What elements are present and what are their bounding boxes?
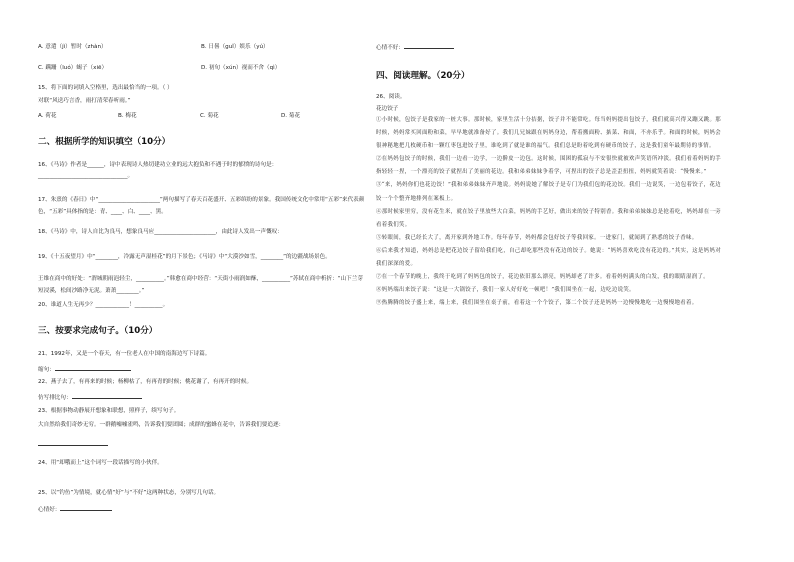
passage-body	[376, 114, 721, 310]
q15-option-d: D. 菊花	[281, 113, 301, 119]
passage-paragraph-4: ④那时候家里穷，没有花生米，就在饺子里放些大白菜，妈妈的手艺好，做出来的饺子特别香。我和弟弟妹妹总是抢着吃，妈妈却在一旁看着我们笑。	[376, 208, 721, 228]
q19-b: 王维在商中的好处：“渭城朝雨浥轻尘，__________。”韩愈在商中经营：“天街小雨润如酥，__________”苏轼在商中析折：“山下兰芽短浸溪，松间沙路净无泥。萧萧________。”	[38, 276, 363, 294]
q17: 17、朱熹的《春日》中“______________________”两句描写了春天百花盛开、五彩缤纷的景象。我国传统文化中常用“五彩”来代表颜色，“五彩”具体指的是：青、____、白、____、黑。	[38, 197, 365, 215]
q22-answer-blank[interactable]	[72, 394, 142, 399]
q20: 20、谁道人生无再少？____________！__________。	[38, 302, 169, 308]
passage-paragraph-1: ①小时候，包饺子是我家的一桩大事。那时候，家里生活十分拮据，饺子并不能常吃。每当妈妈提出包饺子，我们就高兴得又蹦又跳。那时候，妈妈常买回面粉和菜，早早地就准备好了。我们几兄妹跟在妈妈身边，帮着搬面粉、掂菜、和面，不亦乐乎。和面的时候，妈妈会很神秘地把几枚硬币和一颗红枣包进饺子里，谁吃到了就是谁的福气。我们总是盼着吃到有硬币的饺子，这是我们童年最期待的事情。	[376, 117, 721, 150]
passage-paragraph-5: ⑤转眼间，我已经长大了，离开家到外地工作。每年春节，妈妈都会包好饺子等我回家。一进家门，就闻到了熟悉的饺子香味。	[376, 234, 698, 241]
q14-option-d: D. 初旬（xún）视而不舍（qì）	[201, 65, 281, 71]
mood-bad-line	[376, 44, 454, 52]
passage-title: 花边饺子	[376, 106, 399, 112]
q22: 22、燕子去了，有再来的时候；杨柳枯了，有再青的时候；桃花谢了，有再开的时候。	[38, 379, 253, 385]
section-2-title: 二、根据所学的知识填空（10分）	[38, 137, 171, 147]
q16: 16、《马诗》作者是______，诗中表现诗人热切建功立业的远大抱负和不遇于时的郁愤的诗句是：	[38, 162, 278, 168]
q21-label: 缩句：	[38, 367, 55, 373]
q18: 18、《马诗》中，诗人自比为良马，想象良马应______________________，由此诗人发出一声慨叹：	[38, 229, 283, 235]
q26: 26、阅读。	[376, 94, 406, 100]
q15-option-a: A. 荷花	[38, 113, 57, 119]
passage-paragraph-3: ③“来，妈妈你们也花边饺！”我和弟弟妹妹齐声地说。妈妈说她了解饺子是专门为我们包的花边饺。我们一边说笑，一边包着饺子，花边饺一个个整齐地排列在案板上。	[376, 182, 721, 202]
q21-answer-blank[interactable]	[55, 366, 131, 371]
q25-answer-blank[interactable]	[60, 506, 112, 511]
passage-paragraph-7: ⑦在一个春节的晚上，我终于吃到了妈妈包的饺子，花边依旧那么漂亮，妈妈却老了许多。看着妈妈满头的白发，我的眼睛湿润了。	[376, 274, 709, 281]
mood-bad-label: 心情不好：	[376, 45, 404, 51]
q14-option-c: C. 蹒跚（luó）蝎子（xiē）	[38, 65, 108, 71]
q15-option-c: C. 菊花	[200, 113, 219, 119]
q14-option-a: A. 意遣（jì）暂时（zhàn）	[38, 44, 107, 50]
q23-answer: 大自然给我们奇妙无穷。一群鹅嘘嘘雀鸣，告诉我们要团圆；成群的蜜蜂在花中，告诉我们要追逐：	[38, 422, 285, 428]
q23-answer-blank[interactable]	[38, 441, 108, 446]
q14-option-b: B. 日晷（guǐ）娱乐（yú）	[201, 44, 269, 50]
q23-line	[38, 441, 365, 449]
q23: 23、根据事物动静展开想象和联想，照样子，续写句子。	[38, 408, 180, 414]
passage-paragraph-9: ⑨热腾腾的饺子盛上来，端上来，我们围坐在桌子前，看着这一个个饺子，第二个饺子还是妈妈一边慢慢地吃一边慢慢地看着。	[376, 300, 698, 307]
q19: 19、《十五夜望月》中“________，冷露无声湿桂花”的月下景色；《马诗》中“大漠沙如雪，________”的边疆战场景色。	[38, 254, 331, 260]
q16-blank: ________________________________。	[38, 173, 134, 179]
q22-label: 仿写排比句：	[38, 395, 72, 401]
section-3-title: 三、按要求完成句子。（10分）	[38, 326, 158, 336]
section-4-title: 四、阅读理解。（20分）	[376, 71, 470, 81]
q15-option-b: B. 梅花	[118, 113, 137, 119]
q15-stem: 15、将下面的词填入空格里，选出最恰当的一项。（ ）	[38, 85, 173, 91]
q15-line: 对联“风送巧言香，雨打清荣春听雨。”	[38, 98, 131, 104]
passage-paragraph-8: ⑧妈妈端出来饺子说：“这是一大锅饺子，我们一家人好好吃一顿吧！”我们围坐在一起，边吃边说笑。	[376, 287, 635, 294]
passage-paragraph-6: ⑥后来我才知道，妈妈总是把花边饺子留给我们吃，自己却吃那些没有花边的饺子。她说：“妈妈喜欢吃没有花边的。”其实，这是妈妈对我们深深的爱。	[376, 247, 721, 268]
q25-answer	[38, 506, 365, 514]
q22-answer	[38, 394, 365, 402]
q21-answer	[38, 366, 365, 374]
q24: 24、用“却哦而上”这个词写一段话描写的小伙伴。	[38, 460, 163, 466]
mood-bad-blank[interactable]	[404, 44, 454, 49]
q25-label: 心情好：	[38, 507, 61, 513]
q21: 21、1992年，又是一个春天，有一位老人在中国的南海边写下诗篇。	[38, 351, 211, 357]
passage-paragraph-2: ②在妈妈包饺子的时候，我们一边看一边学，一边擀皮一边包。这时候，围困的孤寂与不安很快就被欢声笑语所冲淡。我们看着妈妈的手指轻轻一捏，一个漂亮的饺子就捏出了美丽的花边。我和弟弟妹妹争着学，可捏出的饺子总是歪歪扭扭，妈妈就笑着说：“慢慢来。”	[376, 156, 721, 176]
q25: 25、以“钓鱼”为情境，就心情“好”与“不好”这两种状态，分别写几句话。	[38, 490, 220, 496]
